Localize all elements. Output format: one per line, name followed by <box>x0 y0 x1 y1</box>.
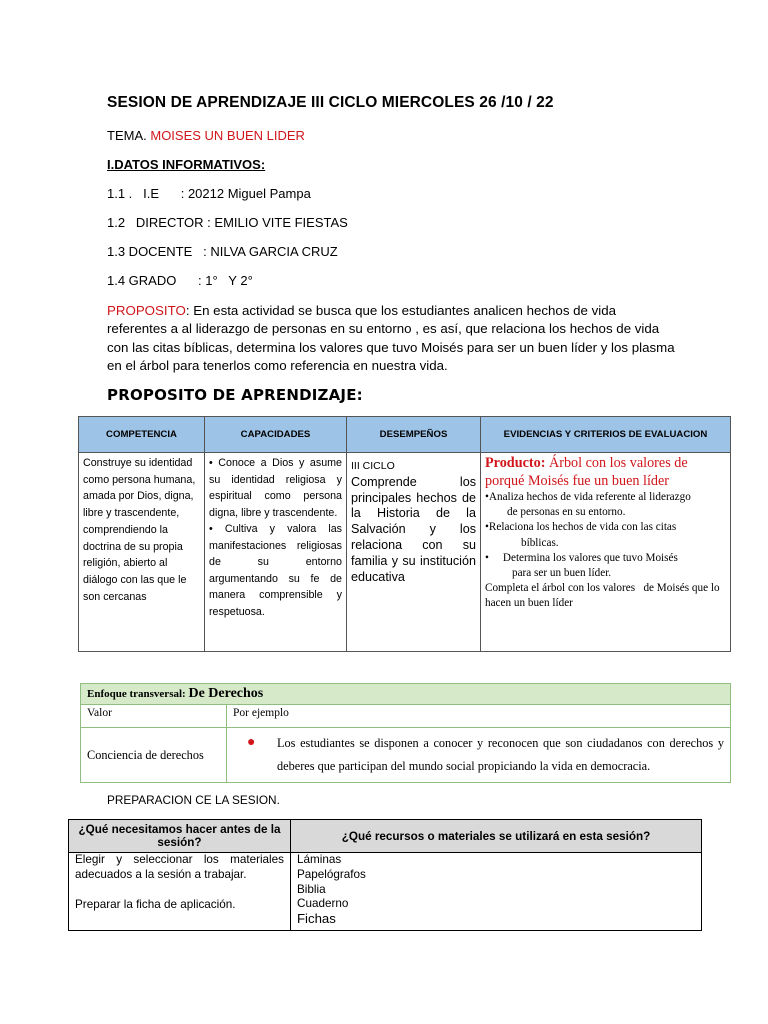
header-desempenos: DESEMPEÑOS <box>347 417 481 453</box>
criterio-closing: Completa el árbol con los valores de Moisés que lo hacen un buen líder <box>485 582 723 610</box>
enfoque-col-valor: Valor <box>81 705 227 728</box>
competency-table <box>78 416 731 652</box>
info-value: EMILIO VITE FIESTAS <box>214 215 348 230</box>
info-value: 1° Y 2° <box>205 273 253 288</box>
desempenos-text: Comprende los principales hechos de la Historia de la Salvación y los relaciona con su familia y su institución educativa <box>351 474 476 584</box>
prep-header-right: ¿Qué recursos o materiales se utilizará en esta sesión? <box>291 820 702 853</box>
prep-materials-cell <box>291 853 702 931</box>
session-title: SESION DE APRENDIZAJE III CICLO MIERCOLES 26 /10 / 22 <box>107 94 554 111</box>
bullet-icon: ● <box>247 735 256 750</box>
prep-table-row <box>69 853 702 931</box>
info-label: 1.1 . I.E : <box>107 186 185 201</box>
criterio-item <box>485 490 726 520</box>
info-label: 1.3 DOCENTE : <box>107 244 207 259</box>
datos-heading: I.DATOS INFORMATIVOS: <box>107 157 266 172</box>
desempenos-cell <box>347 453 481 652</box>
criterio-item <box>485 551 726 581</box>
competency-table-row <box>79 453 731 652</box>
material-item: Cuaderno <box>297 897 349 911</box>
prep-table <box>68 819 702 931</box>
info-row-director <box>107 215 348 230</box>
material-item: Papelógrafos <box>297 867 366 881</box>
header-capacidades: CAPACIDADES <box>205 417 347 453</box>
enfoque-valor: Conciencia de derechos <box>81 728 227 783</box>
enfoque-header-row <box>81 684 731 705</box>
prep-action: Elegir y seleccionar los materiales adecuados a la sesión a trabajar. <box>75 853 284 881</box>
prep-table-header <box>69 820 702 853</box>
criterio-first-line: • Determina los valores que tuvo Moisés <box>485 551 678 564</box>
criterio-rest: bíblicas. <box>521 536 559 549</box>
enfoque-header <box>81 684 731 705</box>
info-label: 1.4 GRADO : <box>107 273 202 288</box>
capacidades-cell <box>205 453 347 652</box>
tema-line <box>107 128 305 143</box>
competency-table-header <box>79 417 731 453</box>
info-label: 1.2 DIRECTOR : <box>107 215 211 230</box>
desempenos-cycle: III CICLO <box>351 460 395 472</box>
tema-value: MOISES UN BUEN LIDER <box>150 128 305 143</box>
header-evidencias: EVIDENCIAS Y CRITERIOS DE EVALUACION <box>481 417 731 453</box>
capacidad-item: • Conoce a Dios y asume su identidad religiosa y espiritual como persona digna, libre y trascendente. <box>209 457 342 519</box>
prep-action: Preparar la ficha de aplicación. <box>75 897 236 911</box>
enfoque-subheader-row <box>81 705 731 728</box>
criterio-rest: de personas en su entorno. <box>507 506 626 519</box>
prep-header-left: ¿Qué necesitamos hacer antes de la sesión? <box>69 820 291 853</box>
criterio-rest: para ser un buen líder. <box>512 567 612 580</box>
criterio-first-line: •Relaciona los hechos de vida con las citas <box>485 521 677 534</box>
info-value: 20212 Miguel Pampa <box>187 186 311 201</box>
preparacion-heading: PREPARACION CE LA SESION. <box>107 793 280 807</box>
producto-label: Producto: <box>485 455 546 471</box>
enfoque-table <box>80 683 731 783</box>
enfoque-bullet-item <box>233 730 724 780</box>
learning-purpose-heading: PROPOSITO DE APRENDIZAJE: <box>107 386 363 404</box>
enfoque-value: De Derechos <box>188 686 264 701</box>
capacidad-item: • Cultiva y valora las manifestaciones religiosas de su entorno argumentando su fe de manera comprensible y respetuosa. <box>209 523 342 618</box>
material-item: Láminas <box>297 853 342 866</box>
criterio-first-line: •Analiza hechos de vida referente al liderazgo <box>485 491 691 503</box>
tema-label: TEMA. <box>107 128 147 143</box>
info-row-docente <box>107 244 338 259</box>
purpose-text: : En esta actividad se busca que los estudiantes analicen hechos de vida referentes a al liderazgo de personas en su entorno , es así, que relaciona los hechos de vida con las citas bíblicas, determina los valores que tuvo Moisés para ser un buen líder y los plasma en el árbol para tenerlos como referencia en nuestra vida. <box>107 303 675 374</box>
enfoque-ejemplo-cell <box>227 728 731 783</box>
enfoque-row <box>81 728 731 783</box>
evidencias-cell <box>481 453 731 652</box>
prep-actions-cell <box>69 853 291 931</box>
material-item: Biblia <box>297 882 326 896</box>
info-row-grado <box>107 273 253 288</box>
producto <box>485 455 726 490</box>
producto-text: Árbol con los valores de porqué Moisés fue un buen líder <box>485 455 688 489</box>
info-value: NILVA GARCIA CRUZ <box>210 244 338 259</box>
info-row-ie <box>107 186 311 201</box>
criterio-item <box>485 520 726 550</box>
purpose-paragraph <box>107 302 677 376</box>
enfoque-label: Enfoque transversal: <box>87 688 186 700</box>
purpose-label: PROPOSITO <box>107 303 186 318</box>
enfoque-ejemplo: Los estudiantes se disponen a conocer y reconocen que son ciudadanos con derechos y deberes que participan del mundo social propiciando la vida en democracia. <box>277 736 725 773</box>
competencia-cell: Construye su identidad como persona humana, amada por Dios, digna, libre y trascendente, comprendiendo la doctrina de su propia religión, abierto al diálogo con las que le son cercanas <box>79 453 205 652</box>
enfoque-col-ejemplo: Por ejemplo <box>227 705 731 728</box>
material-item: Fichas <box>297 911 336 927</box>
header-competencia: COMPETENCIA <box>79 417 205 453</box>
